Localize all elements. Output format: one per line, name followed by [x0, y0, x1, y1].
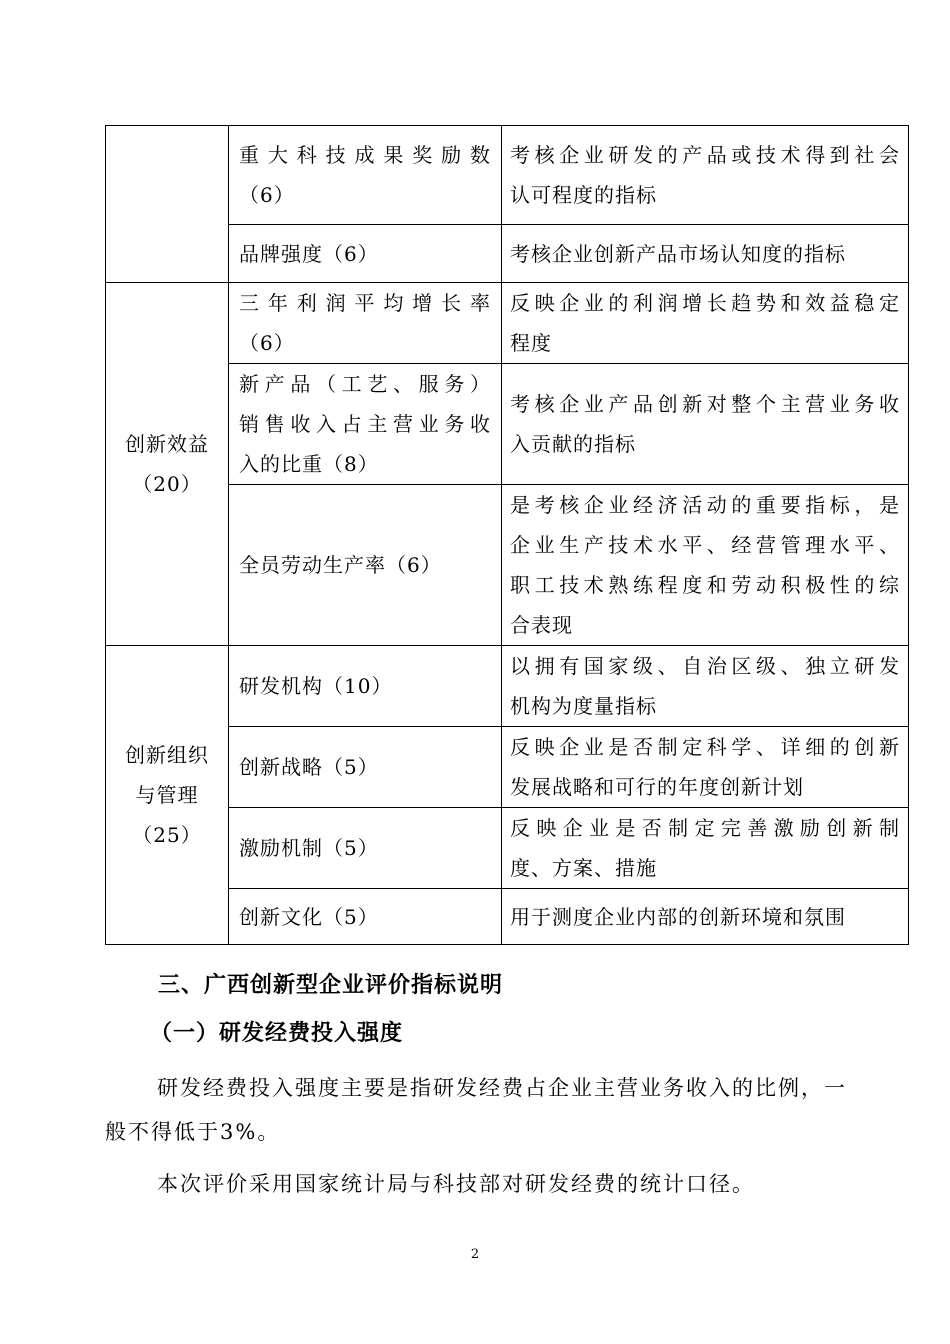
indicator-desc-line: 程度 [510, 331, 552, 355]
indicator-desc-line: 反映企业的利润增长趋势和效益稳定 [510, 291, 900, 315]
indicator-desc-line: 以拥有国家级、自治区级、独立研发 [510, 654, 900, 678]
category-score: （20） [132, 472, 202, 496]
indicator-name-line: 销售收入占主营业务收 [239, 412, 491, 436]
indicator-name-line: 创新战略（5） [239, 755, 379, 779]
table-row [106, 283, 909, 364]
paragraph-statistics-scope: 本次评价采用国家统计局与科技部对研发经费的统计口径。 [157, 1172, 755, 1196]
section-title: 三、广西创新型企业评价指标说明 [158, 973, 504, 998]
indicator-name-line: 研发机构（10） [239, 674, 393, 698]
indicator-name-cell [229, 889, 502, 945]
indicator-desc-cell [502, 225, 909, 283]
paragraph-rd-intensity: 研发经费投入强度主要是指研发经费占企业主营业务收入的比例，一般不得低于3%。 [105, 1076, 847, 1144]
indicator-desc-cell [502, 485, 909, 646]
indicator-name-line: 入的比重（8） [239, 452, 379, 476]
indicator-desc-cell [502, 808, 909, 889]
indicator-name-line: （6） [239, 183, 295, 207]
indicator-desc-line: 度、方案、措施 [510, 856, 657, 880]
indicator-table [105, 125, 909, 945]
page-number: 2 [470, 1247, 480, 1262]
indicator-name-line: 全员劳动生产率（6） [239, 553, 442, 577]
indicator-name-cell [229, 126, 502, 225]
indicator-desc-cell [502, 364, 909, 485]
indicator-desc-cell [502, 646, 909, 727]
indicator-desc-line: 考核企业研发的产品或技术得到社会 [510, 143, 900, 167]
indicator-desc-cell [502, 126, 909, 225]
indicator-desc-cell [502, 727, 909, 808]
category-score: （25） [132, 823, 202, 847]
table-row [106, 126, 909, 225]
indicator-name-line: 新产品（工艺、服务） [239, 372, 491, 396]
indicator-name-cell [229, 225, 502, 283]
indicator-desc-line: 用于测度企业内部的创新环境和氛围 [510, 904, 846, 929]
indicator-name-line: 创新文化（5） [239, 904, 379, 929]
indicator-desc-line: 发展战略和可行的年度创新计划 [510, 775, 804, 799]
indicator-desc-line: 合表现 [510, 613, 573, 637]
indicator-desc-line: 考核企业创新产品市场认知度的指标 [510, 241, 846, 266]
indicator-name-cell [229, 283, 502, 364]
indicator-desc-line: 认可程度的指标 [510, 183, 657, 207]
indicator-desc-line: 企业生产技术水平、经营管理水平、 [510, 533, 900, 557]
indicator-name-line: （6） [239, 331, 295, 355]
category-cell-empty [106, 126, 229, 283]
table-row [106, 646, 909, 727]
category-cell-innovation-benefit [106, 283, 229, 646]
indicator-name-cell [229, 485, 502, 646]
category-label: 与管理 [135, 783, 199, 807]
category-label: 创新组织 [125, 743, 209, 767]
indicator-name-line: 重大科技成果奖励数 [239, 143, 491, 167]
indicator-desc-line: 入贡献的指标 [510, 432, 636, 456]
indicator-desc-cell [502, 283, 909, 364]
indicator-desc-line: 考核企业产品创新对整个主营业务收 [510, 392, 900, 416]
indicator-name-line: 品牌强度（6） [239, 241, 379, 266]
indicator-desc-line: 反映企业是否制定科学、详细的创新 [510, 735, 900, 759]
subsection-title: （一）研发经费投入强度 [150, 1021, 404, 1046]
indicator-desc-line: 是考核企业经济活动的重要指标，是 [510, 493, 900, 517]
indicator-desc-cell [502, 889, 909, 945]
category-cell-innovation-organization [106, 646, 229, 945]
indicator-name-cell [229, 808, 502, 889]
category-label: 创新效益 [125, 432, 209, 456]
indicator-name-line: 激励机制（5） [239, 836, 379, 860]
indicator-name-cell [229, 727, 502, 808]
indicator-desc-line: 反映企业是否制定完善激励创新制 [510, 816, 900, 840]
indicator-name-cell [229, 364, 502, 485]
indicator-desc-line: 机构为度量指标 [510, 694, 657, 718]
indicator-desc-line: 职工技术熟练程度和劳动积极性的综 [510, 573, 900, 597]
indicator-name-line: 三年利润平均增长率 [239, 291, 491, 315]
indicator-name-cell [229, 646, 502, 727]
